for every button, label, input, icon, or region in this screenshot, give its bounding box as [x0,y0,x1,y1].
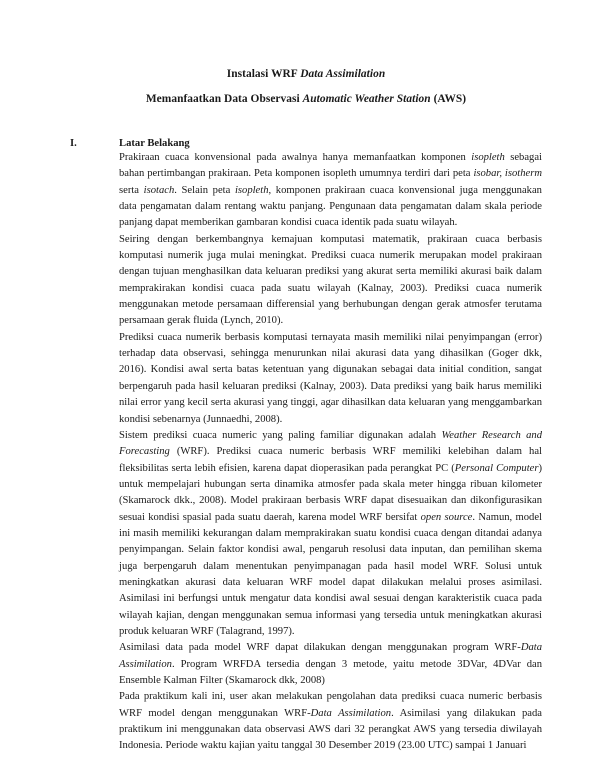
section-title: Latar Belakang [119,138,190,149]
title-block [70,62,542,112]
p1-i2: isobar, isotherm [473,168,543,180]
p4-i1: Weather Research and Forecasting [119,429,542,458]
section-latar-belakang [70,138,542,755]
p4-i2: Personal Computer [454,462,539,474]
p1-s4: . Selain peta [174,184,235,196]
p6-s1: Pada praktikum kali ini, user akan melakukan pengolahan data prediksi cuaca numeric berbasis WRF model dengan menggunakan WRF- [119,691,542,719]
p4-s3: ) untuk mempelajari hubungan serta dinamika atmosfer pada skala meter hingga ribuan kilometer (Skamarock dkk., 2008). Model prakiraan berbasis WRF dapat disesuaikan dan dikonfigurasikan sesuai kondisi spasial pada suatu daerah, karena model WRF bersifat [119,462,542,523]
p4-i3: open source [420,511,473,523]
p1-i3: isotach [143,184,175,196]
p6-s2: . Asimilasi yang dilakukan pada praktikum ini menggunakan data observasi AWS dari 32 perangkat AWS yang tersedia diwilayah Indonesia. Periode waktu kajian yaitu tanggal 30 Desember 2019 (23.00 UTC) sampai 1 Januari [119,707,542,752]
paragraph-6 [119,689,542,754]
paragraph-5 [119,640,542,689]
paragraph-2 [119,232,542,330]
subtitle-text-plain-b: (AWS) [430,93,467,105]
p2-s1: Seiring dengan berkembangnya kemajuan komputasi matematik, prakiraan cuaca berbasis komputasi numerik juga mulai meningkat. Prediksi cuaca numerik merupakan model prakiraan dengan tujuan menghasilkan data keluaran prediksi yang akurat serta memiliki akurasi baik dalam memprakirakan kondisi cuaca pada suatu wilayah (Kalnay, 2003). Prediksi cuaca numerik menggunakan metode persamaan differensial yang berhubungan dengan gerak atmosfer terutama persamaan gerak fluida (Lynch, 2010). [119,233,542,327]
title-text-plain: Instalasi WRF [226,68,301,80]
subtitle-text-italic: Automatic Weather Station [302,93,431,105]
paragraph-1 [119,150,542,232]
p1-i1: isopleth [471,152,505,163]
p5-s2: . Program WRFDA tersedia dengan 3 metode, yaitu metode 3DVar, 4DVar dan Ensemble Kalman Filter (Skamarock dkk, 2008) [119,658,542,686]
paragraph-4 [119,428,542,640]
title-text-italic: Data Assimilation [300,68,386,80]
page-subtitle [70,87,542,112]
p5-s1: Asimilasi data pada model WRF dapat dilakukan dengan menggunakan program WRF- [119,642,521,654]
p6-i1: Data Assimilation [310,707,392,719]
p4-s1: Sistem prediksi cuaca numeric yang paling familiar digunakan adalah [119,429,442,441]
section-number: I. [70,138,77,149]
p1-s5: , komponen prakiraan cuaca konvensional juga menggunakan data pengamatan dalam rentang waktu panjang. Pengunaan data pengamatan dalam skala periode panjang dapat memberikan gambaran kondisi cuaca identik pada suatu wilayah. [119,184,542,229]
p1-s3: serta [119,184,144,196]
subtitle-text-plain-a: Memanfaatkan Data Observasi [145,93,303,105]
p3-s1: Prediksi cuaca numerik berbasis komputasi ternayata masih memiliki nilai penyimpangan (error) terhadap data observasi, sehingga menurunkan nilai akurasi data yang dihasilkan (Goger dkk, 2016). Kondisi awal serta batas ketentuan yang digunakan sebagai data initial condition, sangat berpengaruh pada hasil keluaran prediksi (Kalnay, 2003). Data prediksi yang baik harus memiliki nilai error yang kecil serta akurasi yang tinggi, agar dihasilkan data keluaran yang menggambarkan kondisi sebenarnya (Junnaedhi, 2008). [119,331,542,425]
p1-s2: sebagai bahan pertimbangan prakiraan. Peta komponen isopleth umumnya terdiri dari peta [119,152,542,180]
p5-i1: Data Assimilation [119,642,542,670]
p4-s2: (WRF). Prediksi cuaca numeric berbasis WRF memiliki kelebihan dalam hal fleksibilitas serta lebih efisien, karena dapat dioperasikan pada perangkat PC ( [119,446,542,474]
p1-s1: Prakiraan cuaca konvensional pada awalnya hanya memanfaatkan komponen [119,152,472,163]
page-title [70,62,542,87]
p4-s4: . Namun, model ini masih memiliki kekurangan dalam memprakirakan suatu kondisi cuaca dengan ditandai adanya penyimpangan. Selain faktor kondisi awal, pengaruh resolusi data inputan, dan pemilihan skema juga berpengaruh dalam menentukan penyimpanagan pada hasil model WRF. Solusi untuk meningkatkan akurasi data keluaran WRF model dapat dilakukan melalui proses asimilasi. Asimilasi ini berfungsi untuk mengatur data kondisi awal sesuai dengan karakteristik cuaca pada wilayah kajian, dengan menggunakan semua informasi yang tersedia untuk meningkatkan akurasi produk keluaran WRF (Talagrand, 1997). [119,511,542,637]
section-heading [70,138,542,149]
p1-i4: isopleth [234,184,269,196]
paragraph-3 [119,330,542,428]
section-body [119,150,542,755]
